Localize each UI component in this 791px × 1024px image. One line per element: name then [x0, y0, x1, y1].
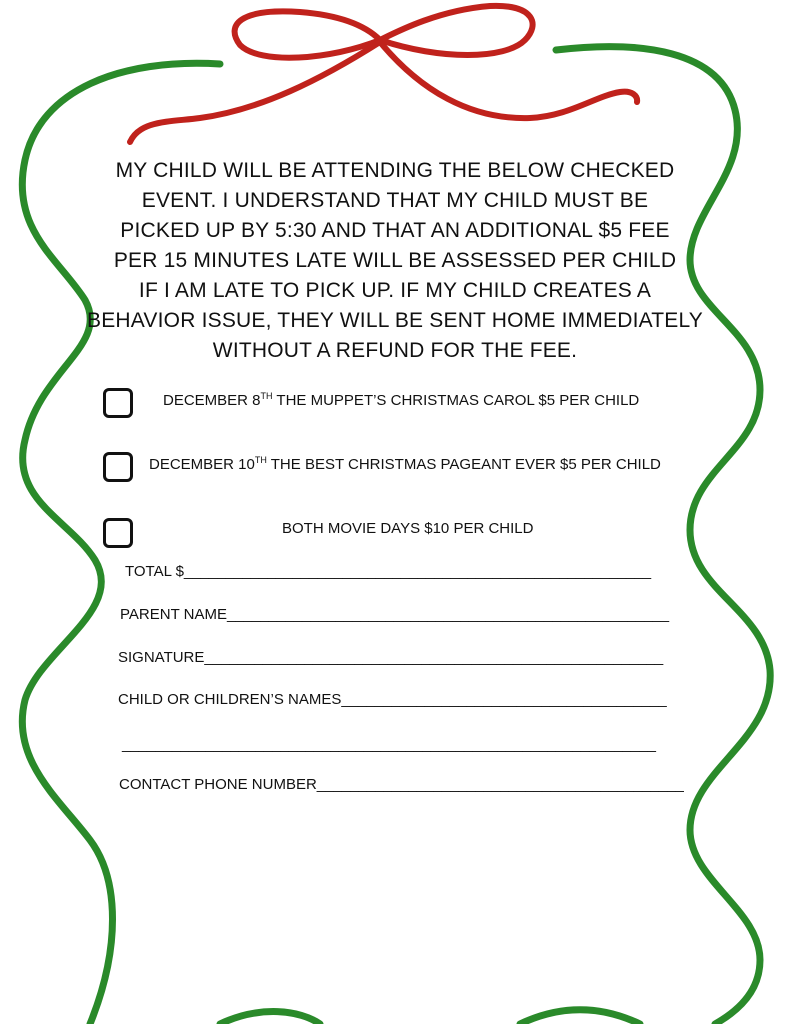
- total-field[interactable]: TOTAL $________________________________________________________: [125, 563, 652, 580]
- ordinal-suffix: TH: [254, 455, 267, 465]
- intro-line: BEHAVIOR ISSUE, THEY WILL BE SENT HOME IMMEDIATELY: [86, 309, 704, 332]
- intro-line: EVENT. I UNDERSTAND THAT MY CHILD MUST BE: [141, 189, 649, 212]
- event-label-dec-8: [163, 392, 639, 409]
- intro-line: PICKED UP BY 5:30 AND THAT AN ADDITIONAL $5 FEE: [120, 219, 670, 242]
- red-bow-tail-left: [130, 42, 380, 142]
- event-label-dec-10: [149, 456, 661, 473]
- checkbox-event-dec-8[interactable]: [103, 388, 133, 418]
- event-date: DECEMBER 10: [149, 456, 255, 473]
- red-bow-tail-right: [380, 42, 637, 118]
- ordinal-suffix: TH: [260, 391, 273, 401]
- event-description: THE MUPPET’S CHRISTMAS CAROL $5 PER CHILD: [272, 392, 640, 409]
- intro-line: PER 15 MINUTES LATE WILL BE ASSESSED PER CHILD: [113, 249, 677, 272]
- intro-paragraph: [60, 156, 730, 366]
- signature-field[interactable]: SIGNATURE_______________________________________________________: [118, 649, 664, 666]
- checkbox-event-dec-10[interactable]: [103, 452, 133, 482]
- red-bow: [235, 6, 533, 58]
- children-names-extra-line[interactable]: ________________________________________________________________: [122, 736, 656, 753]
- children-names-field[interactable]: CHILD OR CHILDREN’S NAMES_______________________________________: [118, 691, 667, 708]
- event-date: DECEMBER 8: [163, 392, 261, 409]
- event-description: THE BEST CHRISTMAS PAGEANT EVER $5 PER CHILD: [266, 456, 661, 473]
- intro-line: MY CHILD WILL BE ATTENDING THE BELOW CHECKED: [115, 159, 675, 182]
- event-label-both: BOTH MOVIE DAYS $10 PER CHILD: [282, 520, 534, 537]
- checkbox-both-movie-days[interactable]: [103, 518, 133, 548]
- contact-phone-field[interactable]: CONTACT PHONE NUMBER____________________________________________: [119, 776, 684, 793]
- green-ribbon-bottom: [220, 1010, 640, 1024]
- intro-line: WITHOUT A REFUND FOR THE FEE.: [212, 339, 578, 362]
- parent-name-field[interactable]: PARENT NAME_____________________________________________________: [120, 606, 670, 623]
- intro-line: IF I AM LATE TO PICK UP. IF MY CHILD CREATES A: [138, 279, 652, 302]
